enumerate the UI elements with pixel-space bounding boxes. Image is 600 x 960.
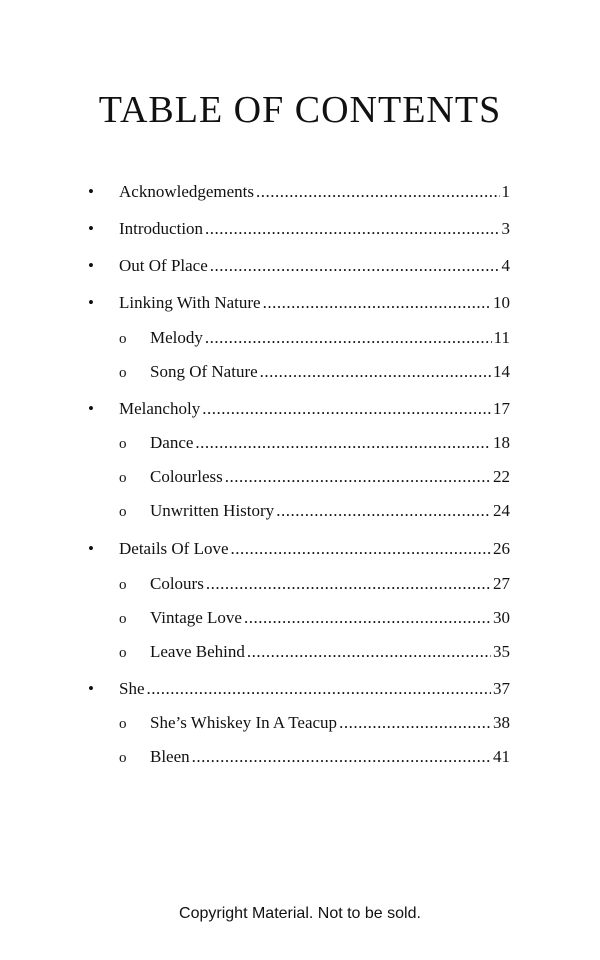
toc-entry-page: 24 (493, 501, 510, 520)
toc-entry-label: Melody (150, 328, 203, 347)
bullet-icon: • (88, 182, 94, 201)
bullet-icon: • (88, 399, 94, 418)
circle-bullet-icon: o (119, 645, 127, 661)
circle-bullet-icon: o (119, 504, 127, 520)
dot-leader (206, 573, 491, 595)
dot-leader (244, 607, 491, 629)
toc-entry-page: 26 (493, 539, 510, 558)
dot-leader (231, 538, 491, 560)
circle-bullet-icon: o (119, 716, 127, 732)
toc-entry[interactable] (88, 255, 510, 277)
dot-leader (205, 327, 492, 349)
toc-entry-label: Linking With Nature (119, 293, 261, 312)
toc-entry-label: Melancholy (119, 399, 201, 418)
dot-leader (210, 255, 500, 277)
toc-entry-page: 38 (493, 713, 510, 732)
dot-leader (225, 466, 491, 488)
toc-entry-label: Acknowledgements (119, 182, 255, 201)
toc-entry-page: 11 (493, 328, 510, 347)
toc-entry-page: 30 (493, 608, 510, 627)
toc-entry-page: 41 (493, 747, 510, 766)
copyright-notice: Copyright Material. Not to be sold. (179, 905, 421, 922)
toc-entry-page: 22 (493, 467, 510, 486)
toc-entry-label: Leave Behind (150, 642, 245, 661)
dot-leader (147, 678, 492, 700)
toc-entry[interactable] (88, 678, 510, 700)
toc-entry[interactable] (88, 292, 510, 314)
toc-subentry[interactable] (119, 432, 510, 454)
toc-entry-label: She (119, 679, 145, 698)
toc-entry-page: 4 (501, 256, 510, 275)
circle-bullet-icon: o (119, 577, 127, 593)
toc-subentry[interactable] (119, 466, 510, 488)
toc-entry-page: 37 (493, 679, 510, 698)
toc-entry[interactable] (88, 398, 510, 420)
toc-entry-label: Details Of Love (119, 539, 229, 558)
toc-entry-label: Vintage Love (150, 608, 242, 627)
circle-bullet-icon: o (119, 611, 127, 627)
toc-entry-page: 27 (493, 574, 510, 593)
toc-subentry[interactable] (119, 641, 510, 663)
dot-leader (260, 361, 491, 383)
dot-leader (247, 641, 491, 663)
circle-bullet-icon: o (119, 750, 127, 766)
toc-subentry[interactable] (119, 607, 510, 629)
dot-leader (276, 500, 491, 522)
dot-leader (195, 432, 491, 454)
toc-entry-page: 3 (501, 219, 510, 238)
toc-entry-page: 18 (493, 433, 510, 452)
bullet-icon: • (88, 256, 94, 275)
circle-bullet-icon: o (119, 331, 127, 347)
dot-leader (202, 398, 491, 420)
toc-entry-label: Colours (150, 574, 204, 593)
toc-entry-label: Colourless (150, 467, 223, 486)
toc-entry-label: Unwritten History (150, 501, 275, 520)
toc-subentry[interactable] (119, 500, 510, 522)
bullet-icon: • (88, 679, 94, 698)
toc-entry-page: 14 (493, 362, 510, 381)
dot-leader (205, 218, 499, 240)
toc-subentry[interactable] (119, 361, 510, 383)
page-title: TABLE OF CONTENTS (98, 89, 502, 131)
circle-bullet-icon: o (119, 436, 127, 452)
dot-leader (339, 712, 491, 734)
circle-bullet-icon: o (119, 365, 127, 381)
toc-entry-page: 10 (493, 293, 510, 312)
bullet-icon: • (88, 539, 94, 558)
toc-entry-label: Song Of Nature (150, 362, 258, 381)
toc-entry-label: Bleen (150, 747, 190, 766)
toc-entry-label: She’s Whiskey In A Teacup (150, 713, 338, 732)
toc-subentry[interactable] (119, 327, 510, 349)
toc-entry[interactable] (88, 181, 510, 203)
toc-subentry[interactable] (119, 573, 510, 595)
dot-leader (192, 746, 491, 768)
toc-entry[interactable] (88, 538, 510, 560)
bullet-icon: • (88, 219, 94, 238)
dot-leader (263, 292, 491, 314)
toc-entry-page: 1 (501, 182, 510, 201)
toc-subentry[interactable] (119, 712, 510, 734)
toc-entry-label: Introduction (119, 219, 204, 238)
toc-entry-page: 17 (493, 399, 510, 418)
toc-entry[interactable] (88, 218, 510, 240)
toc-entry-label: Out Of Place (119, 256, 208, 275)
bullet-icon: • (88, 293, 94, 312)
dot-leader (256, 181, 499, 203)
toc-entry-label: Dance (150, 433, 194, 452)
circle-bullet-icon: o (119, 470, 127, 486)
toc-subentry[interactable] (119, 746, 510, 768)
toc-entry-page: 35 (493, 642, 510, 661)
